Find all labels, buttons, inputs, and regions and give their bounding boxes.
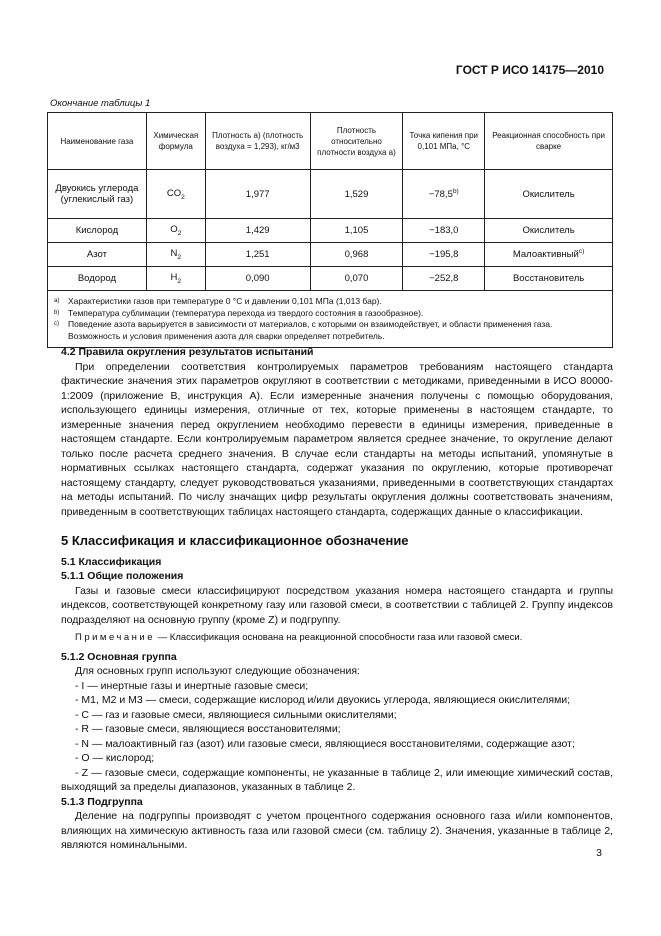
footnote: a) Характеристики газов при температуре 0 °С и давлении 0,101 МПа (1,013 бар). — [54, 296, 382, 306]
section-4-2 — [61, 345, 613, 519]
paragraph: Для основных групп используют следующие обозначения: — [75, 665, 360, 677]
list-item: - Z — газовые смеси, содержащие компоненты, не указанные в таблице 2, или имеющие химический состав, выходящий за пределы диапазонов, указанных в таблице 2. — [61, 766, 613, 793]
cell-name: Водород — [48, 267, 147, 291]
paragraph: При определении соответствия контролируемых параметров требованиям настоящего стандарта фактические значения этих параметров округляют в соответствии с методиками, приведенными в ИСО 80000-1:2009 (приложение В, инструкция А). Если измеренные значения получены с помощью оборудования, использующего единицы измерения, отличные от тех, которые применены в настоящем стандарте, то измеренные значения перед округлением необходимо перевести в единицы измерения, приведенные в настоящем стандарте. Если контролируемым параметром является среднее значение, то округление делают только после расчета среднего значения. В случае если стандарты на методы испытаний, упомянутые в нормативных ссылках настоящего стандарта, содержат указания по округлению, которые противоречат настоящему стандарту, следует руководствоваться указаниями, приведенными в соответствующих стандартах на методы испытаний. По числу значащих цифр результаты округления должны соответствовать значениям, приведенным в соответствующих таблицах настоящего стандарта, содержащих данные о классификации. — [61, 360, 613, 518]
table-row — [48, 267, 613, 291]
cell-density: 1,429 — [205, 219, 310, 243]
col-header-name: Наименование газа — [48, 113, 147, 170]
paragraph: Газы и газовые смеси классифицируют посредством указания номера настоящего стандарта и группы индексов, соответствующей конкретному газу или газовой смеси, в соответствии с таблицей 2. Группу индексов подразделяют на основную группу (кроме Z) и подгруппу. — [61, 584, 613, 626]
cell-density: 0,090 — [205, 267, 310, 291]
col-header-boiling-point: Точка кипения при 0,101 МПа, °С — [403, 113, 485, 170]
cell-reactivity: Окислитель — [485, 170, 613, 219]
subsection-heading: 5.1.2 Основная группа — [61, 650, 177, 663]
list-item: - О — кислород; — [75, 752, 155, 764]
list-item: - С — газ и газовые смеси, являющиеся сильными окислителями; — [75, 708, 397, 721]
cell-relative-density: 0,070 — [310, 267, 403, 291]
cell-formula: $O_2$ — [146, 219, 205, 243]
subsection-heading: 5.1.3 Подгруппа — [61, 795, 143, 808]
cell-reactivity: Окислитель — [485, 219, 613, 243]
cell-name: Двуокись углерода (углекислый газ) — [48, 170, 147, 219]
col-header-density: Плотность a) (плотность воздуха = 1,293), кг/м3 — [205, 113, 310, 170]
col-header-formula: Химическая формула — [146, 113, 205, 170]
document-header: ГОСТ Р ИСО 14175—2010 — [455, 63, 604, 77]
cell-boiling-point: −183,0 — [403, 219, 485, 243]
subsection-heading: 5.1 Классификация — [61, 555, 162, 568]
cell-formula: $H_2$ — [146, 267, 205, 291]
cell-formula: $N_2$ — [146, 243, 205, 267]
cell-density: 1,251 — [205, 243, 310, 267]
cell-relative-density: 1,529 — [310, 170, 403, 219]
list-item: - I — инертные газы и инертные газовые смеси; — [75, 679, 309, 692]
note: Примечание — Классификация основана на реакционной способности газа или газовой смеси. — [75, 632, 523, 643]
page-number: 3 — [596, 847, 602, 859]
section-heading: 5 Классификация и классификационное обозначение — [61, 533, 409, 548]
list-item: - М1, М2 и М3 — смеси, содержащие кислород и/или двуокись углерода, являющиеся окислителями; — [75, 694, 571, 706]
cell-name: Азот — [48, 243, 147, 267]
paragraph: Деление на подгруппы производят с учетом процентного содержания основного газа и/или компонентов, влияющих на химическую активность газа или газовой смеси (см. таблицу 2). Значения, указанные в таблице 2, являются номинальными. — [61, 810, 613, 851]
cell-name: Кислород — [48, 219, 147, 243]
section-heading: 4.2 Правила округления результатов испытаний — [61, 346, 314, 358]
table-header-row — [48, 113, 613, 170]
table-row — [48, 243, 613, 267]
list-item: - N — малоактивный газ (азот) или газовые смеси, являющиеся восстановителями, содержащие азот; — [75, 737, 575, 750]
cell-reactivity: Восстановитель — [485, 267, 613, 291]
cell-reactivity: Малоактивный$^{c)}$ — [485, 243, 613, 267]
gas-properties-table — [47, 112, 613, 348]
list-item: - R — газовые смеси, являющиеся восстановителями; — [75, 723, 341, 735]
cell-density: 1,977 — [205, 170, 310, 219]
table-caption: Окончание таблицы 1 — [50, 98, 151, 109]
cell-relative-density: 0,968 — [310, 243, 403, 267]
table-footnotes — [48, 291, 613, 348]
cell-relative-density: 1,105 — [310, 219, 403, 243]
footnote: c) Поведение азота варьируется в зависимости от материалов, с которыми он взаимодействует, и области применения газа. Возможность и условия применения азота для сварки определяет потребитель. — [54, 319, 553, 341]
cell-boiling-point: −195,8 — [403, 243, 485, 267]
table-footnotes-row — [48, 291, 613, 348]
table-row — [48, 219, 613, 243]
col-header-relative-density: Плотность относительно плотности воздуха a) — [310, 113, 403, 170]
section-5 — [61, 534, 613, 853]
footnote: b) Температура сублимации (температура перехода из твердого состояния в газообразное). — [54, 307, 424, 318]
cell-boiling-point: $-78,5^{b)}$ — [403, 170, 485, 219]
subsection-heading: 5.1.1 Общие положения — [61, 570, 184, 582]
col-header-reactivity: Реакционная способность при сварке — [485, 113, 613, 170]
table-row — [48, 170, 613, 219]
cell-formula: $CO_2$ — [146, 170, 205, 219]
cell-boiling-point: −252,8 — [403, 267, 485, 291]
